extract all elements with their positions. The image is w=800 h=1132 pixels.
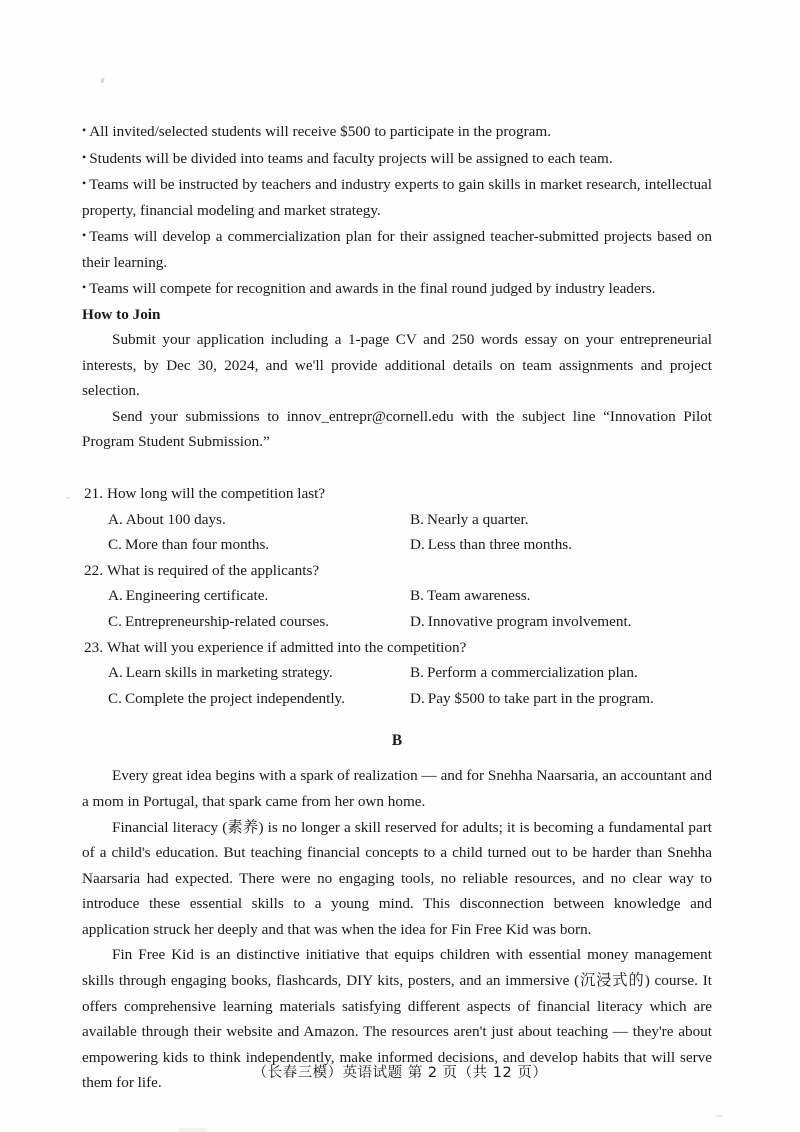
scan-artifact-speck xyxy=(179,1128,207,1132)
page-footer xyxy=(0,1062,800,1084)
section-b-label: B xyxy=(391,732,403,750)
question-21 xyxy=(82,481,712,558)
question-number: 21. xyxy=(84,484,103,502)
question-22 xyxy=(82,558,712,635)
question-stem xyxy=(82,481,712,507)
option-row xyxy=(82,686,712,712)
question-stem xyxy=(82,635,712,661)
option-letter: C. xyxy=(108,689,122,707)
option-row xyxy=(82,609,712,635)
question-stem xyxy=(82,558,712,584)
list-item-text: Teams will compete for recognition and awards in the final round judged by industry leaders. xyxy=(89,280,656,297)
section-b-paragraph-3: Fin Free Kid is an distinctive initiative that equips children with essential money management skills through engaging books, flashcards, DIY kits, posters, and an immersive (沉浸式的) course. It offers comprehensive learning materials satisfying different aspects of financial literacy which are available through their website and Amazon. The resources aren't just about teaching — they're about empowering kids to think independently, make informed decisions, and develop habits that will serve them for life. xyxy=(82,946,712,1092)
list-item-text: All invited/selected students will receive $500 to participate in the program. xyxy=(89,123,552,140)
list-item-text: Teams will be instructed by teachers and industry experts to gain skills in market research, intellectual property, financial modeling and market strategy. xyxy=(82,176,712,219)
option-letter: D. xyxy=(410,612,425,630)
list-item xyxy=(82,275,712,302)
option-c[interactable] xyxy=(108,532,410,558)
option-a[interactable] xyxy=(108,583,410,609)
scan-artifact-speck xyxy=(100,78,104,84)
how-to-join-heading: How to Join xyxy=(82,305,161,323)
page-content xyxy=(82,118,712,1096)
how-to-join-paragraph: Submit your application including a 1-page CV and 250 words essay on your entrepreneurial interests, by Dec 30, 2024, and we'll provide additional details on team assignments and project selection. xyxy=(82,331,712,400)
question-23 xyxy=(82,635,712,712)
option-letter: D. xyxy=(410,689,425,707)
submission-paragraph: Send your submissions to innov_entrepr@cornell.edu with the subject line “Innovation Pilot Program Student Submission.” xyxy=(82,407,712,451)
program-details-list xyxy=(82,118,712,302)
bullet-icon: • xyxy=(82,149,87,164)
option-row xyxy=(82,660,712,686)
question-number: 22. xyxy=(84,561,103,579)
list-item-text: Teams will develop a commercialization plan for their assigned teacher-submitted projects based on their learning. xyxy=(82,228,712,271)
question-text: What will you experience if admitted into the competition? xyxy=(106,638,467,656)
option-text: Learn skills in marketing strategy. xyxy=(125,664,333,682)
option-c[interactable] xyxy=(108,686,410,712)
option-a[interactable] xyxy=(108,507,410,533)
option-text: Entrepreneurship-related courses. xyxy=(124,612,330,630)
bullet-icon: • xyxy=(82,228,87,242)
footer-text: （长春三模）英语试题 第 2 页（共 12 页） xyxy=(252,1065,548,1081)
list-item-text: Students will be divided into teams and faculty projects will be assigned to each team. xyxy=(89,149,613,167)
option-letter: A. xyxy=(108,587,123,605)
option-letter: B. xyxy=(410,664,424,682)
list-item xyxy=(82,171,712,223)
option-b[interactable] xyxy=(410,507,712,533)
bullet-icon: • xyxy=(82,123,87,137)
scan-artifact-speck xyxy=(716,1115,723,1117)
list-item xyxy=(82,145,712,172)
scan-artifact-speck xyxy=(66,497,70,499)
option-text: Less than three months. xyxy=(427,536,573,554)
option-d[interactable] xyxy=(410,532,712,558)
option-text: Team awareness. xyxy=(426,587,531,605)
option-text: Engineering certificate. xyxy=(125,587,269,605)
option-c[interactable] xyxy=(108,609,410,635)
option-letter: A. xyxy=(108,510,123,528)
option-d[interactable] xyxy=(410,609,712,635)
option-text: About 100 days. xyxy=(125,510,226,528)
option-b[interactable] xyxy=(410,660,712,686)
option-text: Perform a commercialization plan. xyxy=(426,664,638,682)
option-letter: B. xyxy=(410,510,424,528)
option-letter: C. xyxy=(108,536,122,554)
option-d[interactable] xyxy=(410,686,712,712)
option-row xyxy=(82,507,712,533)
option-text: Nearly a quarter. xyxy=(426,510,529,528)
question-text: What is required of the applicants? xyxy=(106,561,320,579)
list-item xyxy=(82,223,712,275)
option-text: Innovative program involvement. xyxy=(427,612,632,630)
option-letter: A. xyxy=(108,664,123,682)
option-b[interactable] xyxy=(410,583,712,609)
option-row xyxy=(82,532,712,558)
option-letter: B. xyxy=(410,587,424,605)
question-text: How long will the competition last? xyxy=(106,484,326,502)
question-number: 23. xyxy=(84,638,103,656)
option-text: More than four months. xyxy=(124,536,270,554)
option-a[interactable] xyxy=(108,660,410,686)
section-b-paragraph-1: Every great idea begins with a spark of realization — and for Snehha Naarsaria, an accountant and a mom in Portugal, that spark came from her own home. xyxy=(82,767,712,810)
bullet-icon: • xyxy=(82,176,87,190)
bullet-icon: • xyxy=(82,280,87,294)
section-b-paragraph-2: Financial literacy (素养) is no longer a skill reserved for adults; it is becoming a fundamental part of a child's education. But teaching financial concepts to a child turned out to be harder than Snehha Naarsaria had expected. There were no engaging tools, no reliable resources, and no clear way to introduce these essential skills to a young mind. This disconnection between knowledge and application struck her deeply and that was when the idea for Fin Free Kid was born. xyxy=(82,818,712,938)
option-text: Complete the project independently. xyxy=(124,689,345,707)
option-letter: D. xyxy=(410,536,425,554)
option-letter: C. xyxy=(108,612,122,630)
list-item xyxy=(82,118,712,145)
option-row xyxy=(82,583,712,609)
option-text: Pay $500 to take part in the program. xyxy=(427,689,654,707)
